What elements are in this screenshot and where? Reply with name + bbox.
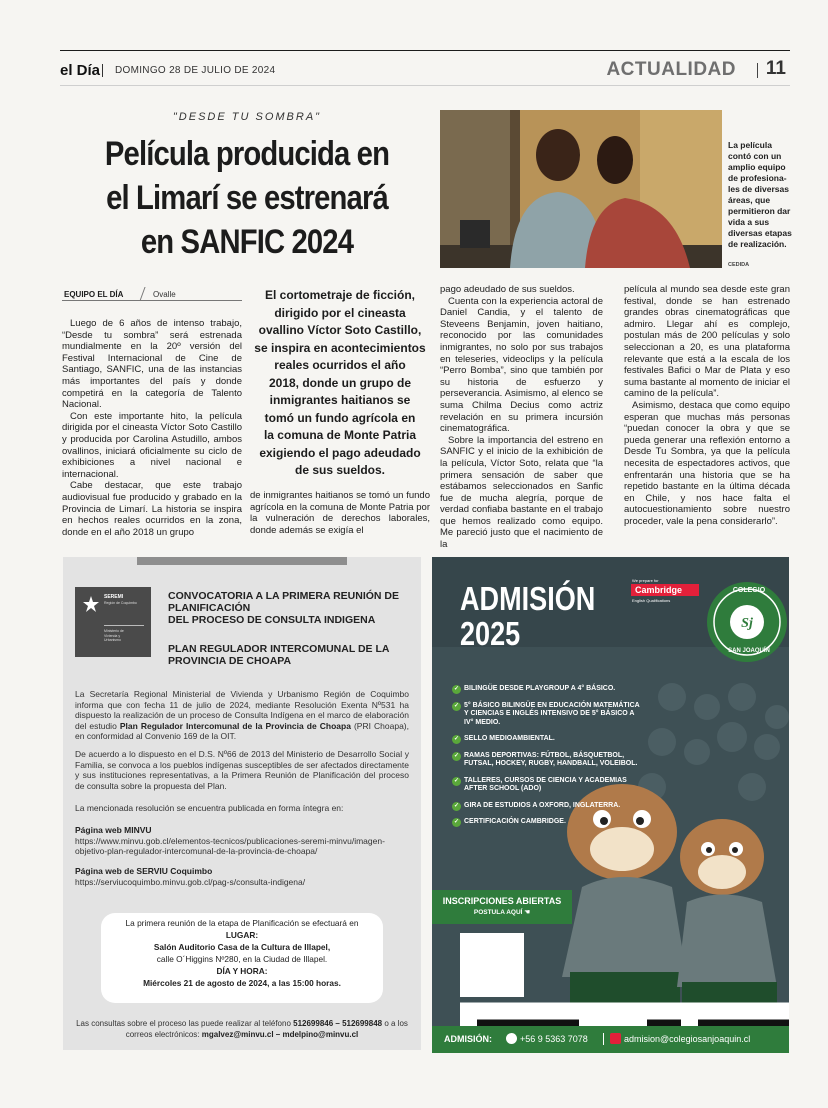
notice-paragraph: De acuerdo a lo dispuesto en el D.S. Nº66 de 2013 del Ministerio de Desarrollo Social y Familia, se convoca a los pueblos indígenas susceptibles de ser afectados directamente y sus instituciones representativas, a la Primera Reunión de Planificación del proceso de consulta sobre la propuesta del Plan. [75,749,409,791]
svg-text:Sj: Sj [741,616,753,631]
admission-features [452,685,642,835]
article-column-4 [624,284,790,527]
web-label: Página web de SERVIU Coquimbo [75,866,213,876]
logo-divider [104,625,144,626]
contact-phone: 512699846 – 512699848 [293,1019,383,1028]
notice-contact [75,1018,409,1040]
admission-phone[interactable]: +56 9 5363 7078 [520,1034,588,1044]
article-kicker: "DESDE TU SOMBRA" [172,111,322,123]
notice-plan-name: Plan Regulador Intercomunal de la Provincia de Choapa [119,720,351,731]
meeting-time: Miércoles 21 de agosto de 2024, a las 15:00 horas. [143,978,341,988]
logo-seremi-text: SEREMI [104,594,124,600]
cambridge-prep-text: We prepare for [632,578,659,583]
article-paragraph: Luego de 6 años de intenso trabajo, “Desde tu sombra” será estrenada mundialmente en la 20º versión del Festival Internacional de Cine de Santiago, SANFIC, una de las instancias más importantes del país y donde competirá en la categoría de Talento Nacional. [62,318,242,411]
article-paragraph: Cabe destacar, que este trabajo audiovisual fue producido y grabado en la Provincia de Limarí. La historia se inspira en hechos reales ocurridos en la zona, donde en el año 2018 un grupo [62,480,242,538]
meeting-place-label: LUGAR: [225,930,259,940]
page-number: 11 [765,58,786,79]
notice-subtitle: PLAN REGULADOR INTERCOMUNAL DE LA PROVINCIA DE CHOAPA [168,643,390,667]
meeting-place: Salón Auditorio Casa de la Cultura de Illapel, [153,942,331,952]
contact-emails: mgalvez@minvu.cl – mdelpino@minvu.cl [201,1030,359,1039]
notice-title: CONVOCATORIA A LA PRIMERA REUNIÓN DE PLANIFICACIÓN DEL PROCESO DE CONSULTA INDIGENA [168,590,400,626]
crest-bottom-text: SAN JOAQUÍN [728,648,770,654]
notice-paragraph: La mencionada resolución se encuentra publicada en forma íntegra en: [75,803,344,813]
feature-item: ✓ GIRA DE ESTUDIOS A OXFORD, INGLATERRA. [452,802,642,811]
notice-text: (PRI Choapa), en conformidad al Convenio 169 de la OIT. [75,720,409,742]
admission-title: ADMISIÓN 2025 [460,580,596,652]
byline [62,287,242,301]
meeting-address: calle O´Higgins Nº280, en la Ciudad de Illapel. [156,954,328,964]
byline-author: EQUIPO EL DÍA [64,290,124,299]
public-notice-ad [63,557,421,1050]
notice-link-block [75,866,409,887]
article-lead: El cortometraje de ficción, dirigido por el cineasta ovallino Víctor Soto Castillo, se inspira en acontecimientos reales ocurridos el año 2018, donde un grupo de inmigrantes haitianos se tomó un fundo agrícola en la comuna de Monte Patria exigiendo el pago adeudado de sus sueldos. [254,288,426,477]
qr-code-icon[interactable] [460,933,524,997]
chile-crest-icon [81,595,101,613]
byline-location: Ovalle [153,290,176,299]
footer-admission-label: ADMISIÓN: [444,1034,492,1044]
issue-date: DOMINGO 28 DE JULIO DE 2024 [115,65,276,76]
feature-item: ✓ TALLERES, CURSOS DE CIENCIA Y ACADEMIAS AFTER SCHOOL (ADO) [452,777,642,794]
film-still-illustration [440,110,722,268]
article-column-1 [62,318,242,538]
article-column-2 [250,490,430,536]
inscriptions-title: INSCRIPCIONES ABIERTAS [442,896,562,906]
section-name: ACTUALIDAD [606,59,736,80]
notice-top-bar [137,557,347,565]
contact-text: Las consultas sobre el proceso las puede realizar al teléfono [76,1019,294,1028]
article-paragraph: de inmigrantes haitianos se tomó un fundo agrícola en la comuna de Monte Patria por la vulneración de derechos laborales, donde además se exigía el [250,490,430,536]
article-headline: Película producida en el Limarí se estrenará en SANFIC 2024 [104,135,390,261]
school-admission-ad [432,557,789,1053]
photo-credit: CEDIDA [728,262,750,268]
feature-item: ✓ RAMAS DEPORTIVAS: FÚTBOL, BÁSQUETBOL, FUTSAL, HOCKEY, RUGBY, HANDBALL, VOLEIBOL. [452,752,642,769]
notice-link-block [75,825,409,857]
article-paragraph: Cuenta con la experiencia actoral de Daniel Candia, y el talento de Steveens Benjamin, joven haitiano, reconocido por las comunidades inmigrantes, no solo por sus trabajos en teleseries, videoclips y la película “Perro Bomba”, sino que también por su historia de esfuerzo y perseverancia. Asimismo, al elenco se suma Chilma Decius como actriz revelación en su primera incursión cinematográfica. [440,295,603,435]
web-label: Página web MINVU [75,825,152,835]
article-paragraph: película al mundo sea desde este gran festival, donde se han estrenado grandes obras cinematográficas que admiro. Llegar ahí es complejo, postulan más de 200 películas y solo seleccionan a 20, es una plataforma relevante que está a la escala de los festivales Bafici o Mar de Plata y eso suma bastante al momento de iniciar el camino de la película”. [624,284,790,400]
serviu-link[interactable]: https://serviucoquimbo.minvu.gob.cl/pag-s/consulta-indigena/ [75,876,306,887]
email-icon [610,1033,621,1044]
notice-text: La Secretaría Regional Ministerial de Vivienda y Urbanismo Región de Coquimbo informa que con fecha 11 de julio de 2024, mediante Resolución Exenta Nº531 ha dispuesto la realización de un proceso de Consulta Indígena en el marco de elaboración del estudio [75,689,409,731]
article-paragraph: Sobre la importancia del estreno en SANFIC y el inicio de la exhibición de la película, Víctor Soto, relata que “la primera sensación de saber que estábamos seleccionados en Sanfic fue de mucha alegría, porque de verdad confiaba bastante en el trabajo que hemos realizado como equipo. Me pareció justo que el nacimiento de la [440,434,603,551]
admission-email[interactable]: admision@colegiosanjoaquin.cl [624,1034,751,1044]
footer-divider [603,1033,604,1045]
whatsapp-icon [506,1033,517,1044]
page-header [60,50,790,86]
article-paragraph: pago adeudado de sus sueldos. [440,284,575,295]
article-column-3 [440,284,603,551]
cambridge-badge: Cambridge [631,584,699,596]
admission-footer [432,1026,789,1053]
logo-ministry-text: Ministerio de Vivienda y Urbanismo [104,629,124,642]
article-paragraph: Con este importante hito, la película dirigida por el cineasta Víctor Soto Castillo y producida por Carolina Astudillo, ambos ovallinos, iniciará oficialmente su ciclo de exhibiciones a nivel nacional e internacional. [62,410,242,480]
meeting-intro: La primera reunión de la etapa de Planificación se efectuará en [125,918,359,928]
cambridge-subtext: English Qualifications [632,598,671,603]
newspaper-logo: el Día [60,62,101,79]
minvu-link[interactable]: https://www.minvu.gob.cl/elementos-tecnicos/publicaciones-seremi-minvu/imagen-objetivo-plan-regulador-intercomunal-de-la-provincia-de-choapa/ [75,835,385,857]
article-paragraph: Asimismo, destaca que como equipo esperan que muchas más personas “puedan conocer la obra y que se pueda generar una reflexión entorno a Desde Tu Sombra, ya que la película necesita de espectadores activos, que enfrentarán una historia que se ha repetido bastante en la última década en Chile, y nos hace falta el autocuestionamiento sobre nuestro proceder, vale la pena considerarlo”. [624,399,790,527]
crest-top-text: COLEGIO [732,587,766,594]
meeting-info-box [101,913,383,1003]
logo-region-text: Región de Coquimbo [104,601,137,605]
seremi-logo [75,587,151,657]
feature-item: ✓ SELLO MEDIOAMBIENTAL. [452,735,642,744]
header-divider [757,63,758,78]
inscriptions-cta: POSTULA AQUÍ ☚ [473,909,531,916]
feature-item: ✓ BILINGÜE DESDE PLAYGROUP A 4° BÁSICO. [452,685,642,694]
notice-paragraph [75,689,409,742]
header-divider [102,64,103,77]
feature-item: ✓ CERTIFICACIÓN CAMBRIDGE. [452,818,642,827]
article-photo [440,110,722,268]
meeting-time-label: DÍA Y HORA: [216,966,268,976]
contact-text: o a los correos electrónicos: [125,1019,408,1039]
feature-item: ✓ 5° BÁSICO BILINGÜE EN EDUCACIÓN MATEMÁTICA Y CIENCIAS E INGLÉS INTENSIVO DE 5° BÁSICO A IV° MEDIO. [452,702,642,728]
photo-caption: La película contó con un amplio equipo de profesiona-les de diversas áreas, que permitieron dar vida a sus diversas etapas de realización. [728,140,792,249]
inscriptions-banner[interactable] [432,890,572,924]
